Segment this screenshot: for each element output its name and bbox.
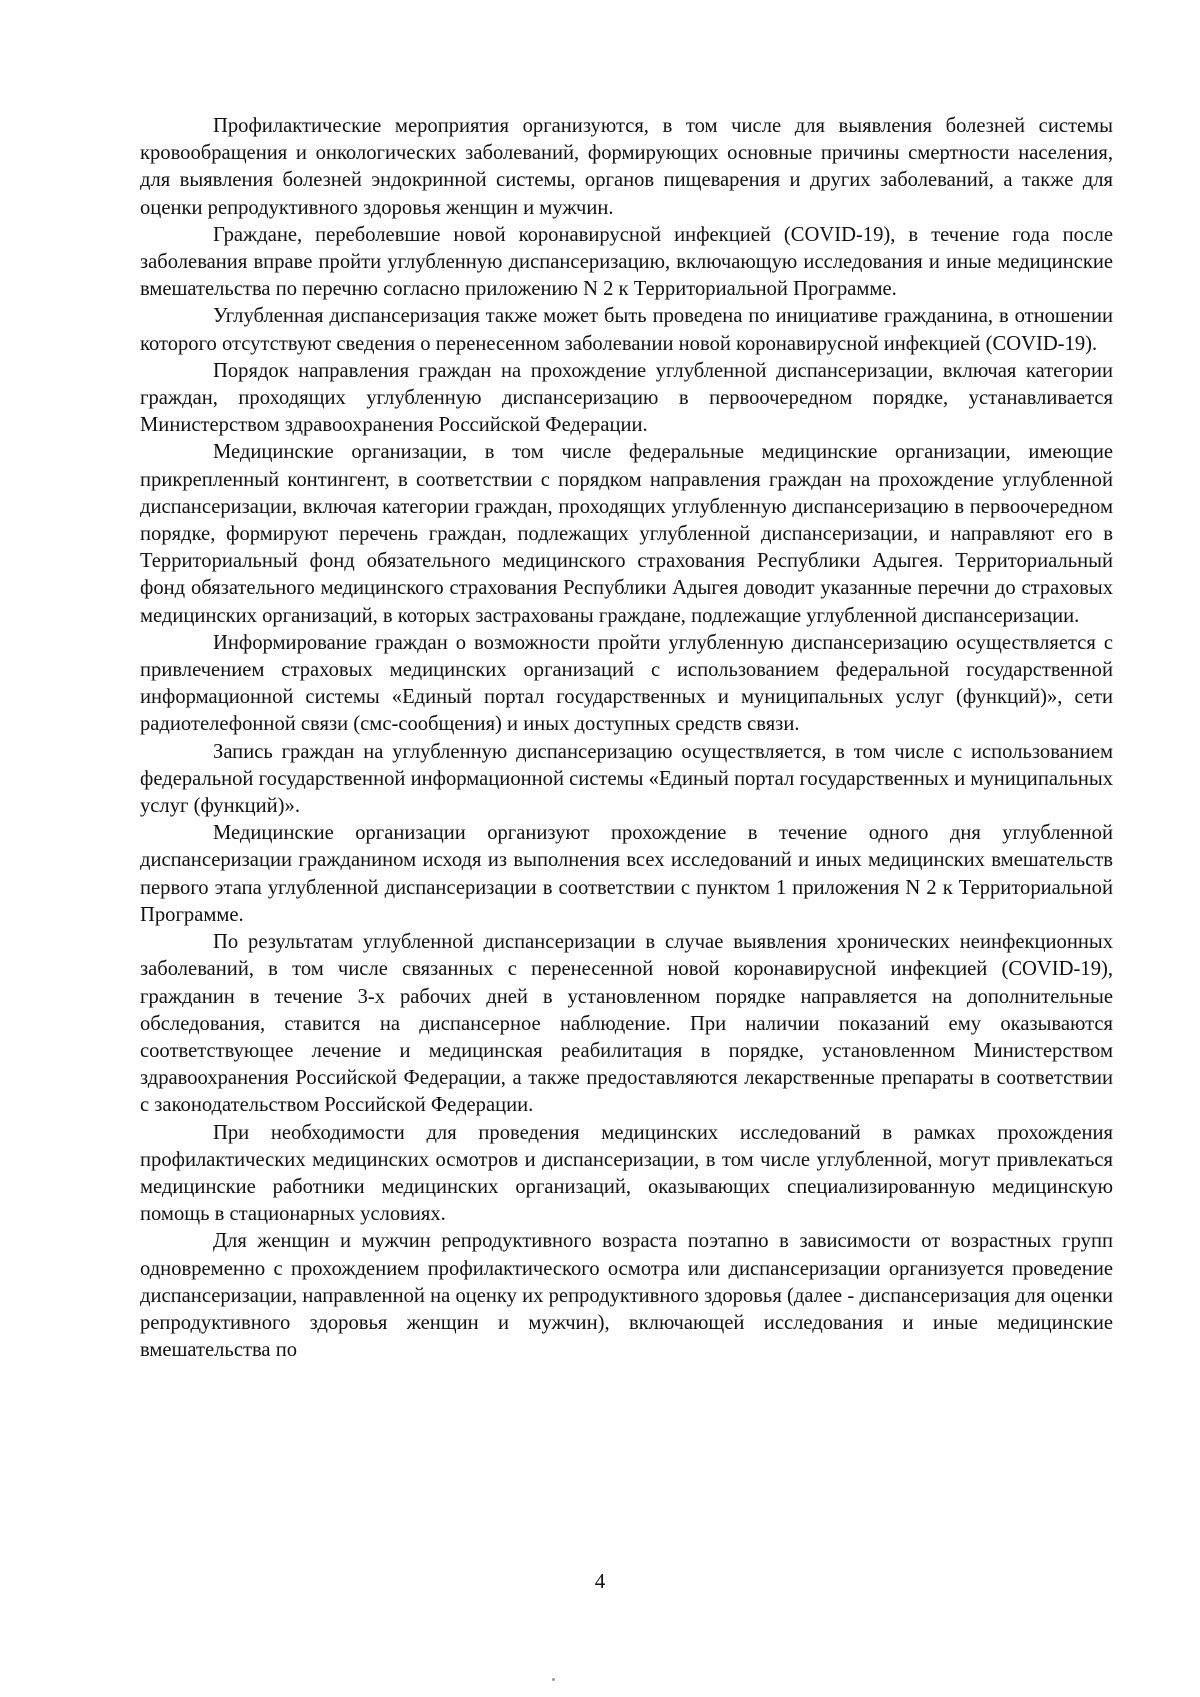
body-text: [140, 113, 1113, 1364]
scan-speck: [552, 1678, 555, 1681]
paragraph-6: Информирование граждан о возможности пройти углубленную диспансеризацию осуществляется с привлечением страховых медицинских организаций с использованием федеральной государственной информационной системы «Единый портал государственных и муниципальных услуг (функций)», сети радиотелефонной связи (смс-сообщения) и иных доступных средств связи.: [140, 631, 1113, 736]
paragraph-1: Профилактические мероприятия организуются, в том числе для выявления болезней системы кровообращения и онкологических заболеваний, формирующих основные причины смертности населения, для выявления болезней эндокринной системы, органов пищеварения и других заболеваний, а также для оценки репродуктивного здоровья женщин и мужчин.: [140, 115, 1113, 219]
paragraph-2: Граждане, переболевшие новой коронавирусной инфекцией (COVID-19), в течение года после заболевания вправе пройти углубленную диспансеризацию, включающую исследования и иные медицинские вмешательства по перечню согласно приложению N 2 к Территориальной Программе.: [140, 223, 1113, 301]
paragraph-8: Медицинские организации организуют прохождение в течение одного дня углубленной диспансеризации гражданином исходя из выполнения всех исследований и иных медицинских вмешательств первого этапа углубленной диспансеризации в соответствии с пунктом 1 приложения N 2 к Территориальной Программе.: [140, 822, 1113, 926]
page-number: 4: [594, 1569, 606, 1593]
paragraph-5: Медицинские организации, в том числе федеральные медицинские организации, имеющие прикрепленный контингент, в соответствии с порядком направления граждан на прохождение углубленной диспансеризации, включая категории граждан, проходящих углубленную диспансеризацию в первоочередном порядке, формируют перечень граждан, подлежащих углубленной диспансеризации, и направляют его в Территориальный фонд обязательного медицинского страхования Республики Адыгея. Территориальный фонд обязательного медицинского страхования Республики Адыгея доводит указанные перечни до страховых медицинских организаций, в которых застрахованы граждане, подлежащие углубленной диспансеризации.: [140, 441, 1113, 627]
paragraph-11: Для женщин и мужчин репродуктивного возраста поэтапно в зависимости от возрастных групп одновременно с прохождением профилактического осмотра или диспансеризации организуется проведение диспансеризации, направленной на оценку их репродуктивного здоровья (далее - диспансеризация для оценки репродуктивного здоровья женщин и мужчин), включающей исследования и иные медицинские вмешательства по: [140, 1230, 1113, 1362]
paragraph-10: При необходимости для проведения медицинских исследований в рамках прохождения профилактических медицинских осмотров и диспансеризации, в том числе углубленной, могут привлекаться медицинские работники медицинских организаций, оказывающих специализированную медицинскую помощь в стационарных условиях.: [140, 1121, 1113, 1226]
paragraph-7: Запись граждан на углубленную диспансеризацию осуществляется, в том числе с использованием федеральной государственной информационной системы «Единый портал государственных и муниципальных услуг (функций)».: [140, 740, 1113, 818]
paragraph-9: По результатам углубленной диспансеризации в случае выявления хронических неинфекционных заболеваний, в том числе связанных с перенесенной новой коронавирусной инфекцией (COVID-19), гражданин в течение 3-х рабочих дней в установленном порядке направляется на дополнительные обследования, ставится на диспансерное наблюдение. При наличии показаний ему оказываются соответствующее лечение и медицинская реабилитация в порядке, установленном Министерством здравоохранения Российской Федерации, а также предоставляются лекарственные препараты в соответствии с законодательством Российской Федерации.: [140, 931, 1113, 1117]
paragraph-4: Порядок направления граждан на прохождение углубленной диспансеризации, включая категории граждан, проходящих углубленную диспансеризацию в первоочередном порядке, устанавливается Министерством здравоохранения Российской Федерации.: [140, 359, 1113, 437]
paragraph-3: Углубленная диспансеризация также может быть проведена по инициативе гражданина, в отношении которого отсутствуют сведения о перенесенном заболевании новой коронавирусной инфекцией (COVID-19).: [140, 305, 1113, 355]
